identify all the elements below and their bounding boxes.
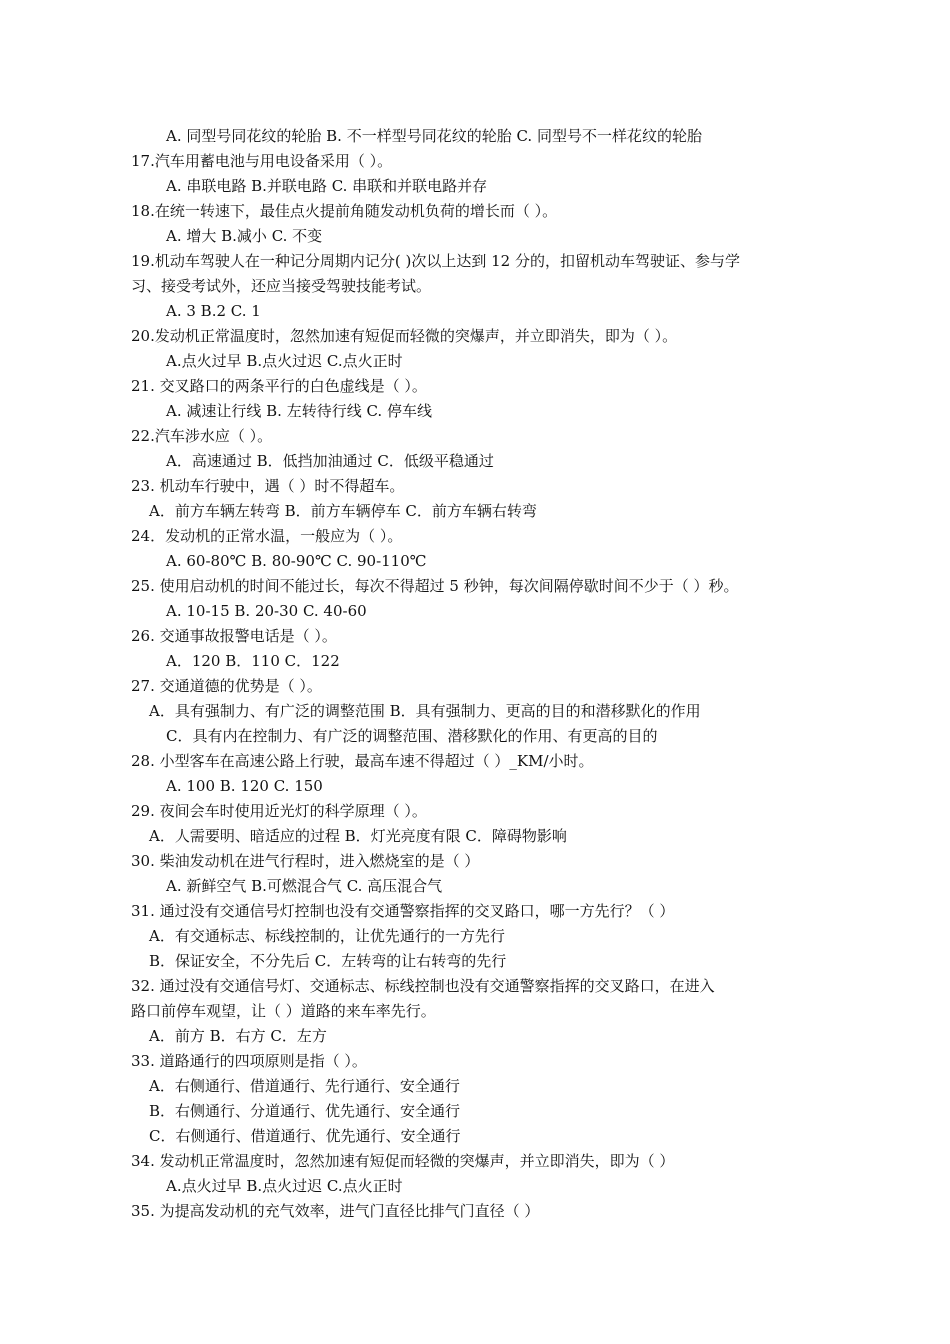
question-24: 24．发动机的正常水温，一般应为（ ）。 (131, 527, 403, 545)
options-26: A．120 B．110 C．122 (166, 652, 340, 670)
options-17: A. 串联电路 B.并联电路 C. 串联和并联电路并存 (166, 177, 488, 195)
question-19-cont: 习、接受考试外，还应当接受驾驶技能考试。 (131, 277, 432, 295)
question-32-cont: 路口前停车观望，让（ ）道路的来车率先行。 (131, 1002, 436, 1020)
question-22: 22.汽车涉水应（ ）。 (131, 427, 273, 445)
options-32: A．前方 B．右方 C．左方 (149, 1027, 327, 1045)
options-29: A．人需要明、暗适应的过程 B．灯光亮度有限 C．障碍物影响 (149, 827, 567, 845)
question-34: 34. 发动机正常温度时，忽然加速有短促而轻微的突爆声，并立即消失，即为（ ） (131, 1152, 675, 1170)
question-20: 20.发动机正常温度时，忽然加速有短促而轻微的突爆声，并立即消失，即为（ ）。 (131, 327, 678, 345)
question-27: 27. 交通道德的优势是（ ）。 (131, 677, 322, 695)
question-25: 25. 使用启动机的时间不能过长，每次不得超过 5 秒钟，每次间隔停歇时间不少于（ ）秒。 (131, 577, 739, 595)
options-33-b: B．右侧通行、分道通行、优先通行、安全通行 (149, 1102, 461, 1120)
options-27-ab: A．具有强制力、有广泛的调整范围 B．具有强制力、更高的目的和潜移默化的作用 (149, 702, 701, 720)
options-30: A. 新鲜空气 B.可燃混合气 C. 高压混合气 (166, 877, 443, 895)
options-19: A. 3 B.2 C. 1 (166, 302, 261, 320)
options-22: A．高速通过 B．低挡加油通过 C．低级平稳通过 (166, 452, 494, 470)
question-17: 17.汽车用蓄电池与用电设备采用（ ）。 (131, 152, 393, 170)
question-21: 21. 交叉路口的两条平行的白色虚线是（ ）。 (131, 377, 427, 395)
options-34: A.点火过早 B.点火过迟 C.点火正时 (166, 1177, 403, 1195)
options-25: A. 10-15 B. 20-30 C. 40-60 (166, 602, 367, 620)
options-18: A. 增大 B.减小 C. 不变 (166, 227, 323, 245)
options-20: A.点火过早 B.点火过迟 C.点火正时 (166, 352, 403, 370)
text-line: A. 同型号同花纹的轮胎 B. 不一样型号同花纹的轮胎 C. 同型号不一样花纹的轮胎 (166, 127, 702, 145)
options-28: A. 100 B. 120 C. 150 (166, 777, 323, 795)
question-35: 35. 为提高发动机的充气效率，进气门直径比排气门直径（ ） (131, 1202, 540, 1220)
question-19: 19.机动车驾驶人在一种记分周期内记分( )次以上达到 12 分的，扣留机动车驾驶证、参与学 (131, 252, 740, 270)
question-26: 26. 交通事故报警电话是（ ）。 (131, 627, 337, 645)
question-33: 33. 道路通行的四项原则是指（ ）。 (131, 1052, 367, 1070)
options-31-bc: B．保证安全，不分先后 C．左转弯的让右转弯的先行 (149, 952, 507, 970)
question-30: 30. 柴油发动机在进气行程时，进入燃烧室的是（ ） (131, 852, 480, 870)
question-18: 18.在统一转速下，最佳点火提前角随发动机负荷的增长而（ ）。 (131, 202, 558, 220)
options-21: A. 减速让行线 B. 左转待行线 C. 停车线 (166, 402, 432, 420)
question-29: 29. 夜间会车时使用近光灯的科学原理（ ）。 (131, 802, 427, 820)
question-31: 31. 通过没有交通信号灯控制也没有交通警察指挥的交叉路口，哪一方先行？（ ） (131, 902, 675, 920)
options-31-a: A．有交通标志、标线控制的，让优先通行的一方先行 (149, 927, 505, 945)
options-23: A．前方车辆左转弯 B．前方车辆停车 C．前方车辆右转弯 (149, 502, 537, 520)
options-24: A. 60-80℃ B. 80-90℃ C. 90-110℃ (166, 552, 427, 570)
question-28: 28. 小型客车在高速公路上行驶，最高车速不得超过（ ）_KM/小时。 (131, 752, 594, 770)
options-27-c: C．具有内在控制力、有广泛的调整范围、潜移默化的作用、有更高的目的 (166, 727, 658, 745)
options-33-a: A．右侧通行、借道通行、先行通行、安全通行 (149, 1077, 460, 1095)
question-32: 32. 通过没有交通信号灯、交通标志、标线控制也没有交通警察指挥的交叉路口，在进入 (131, 977, 715, 995)
question-23: 23. 机动车行驶中，遇（ ）时不得超车。 (131, 477, 405, 495)
options-33-c: C．右侧通行、借道通行、优先通行、安全通行 (149, 1127, 461, 1145)
